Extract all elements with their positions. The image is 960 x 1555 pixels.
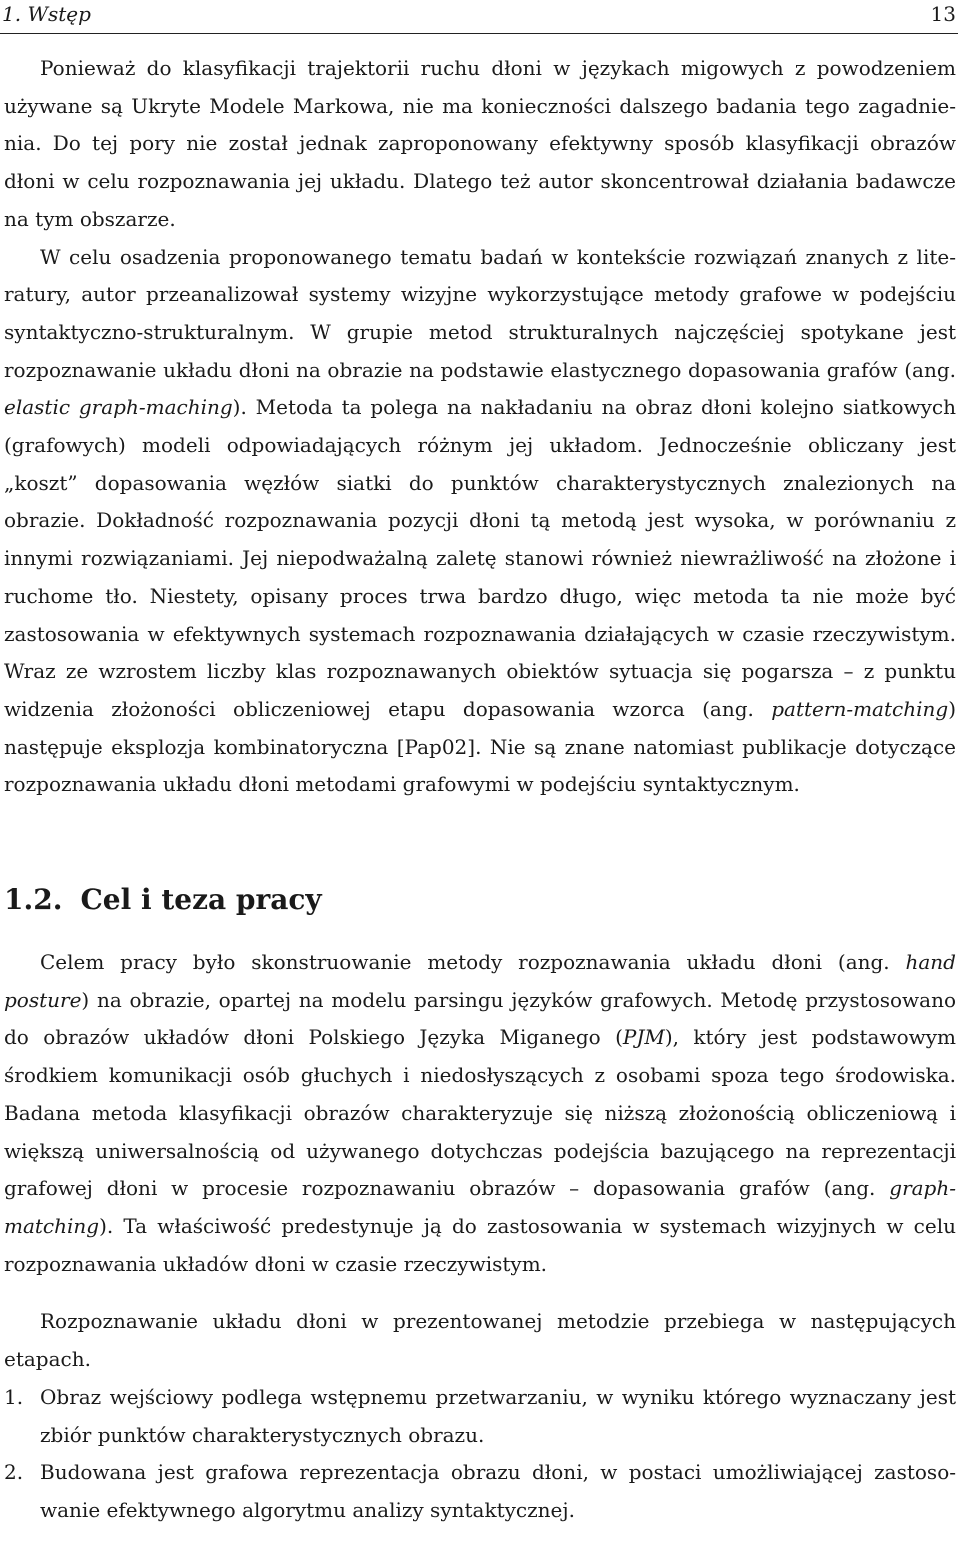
- chapter-label: [2, 2, 91, 26]
- english-term: hand posture: [4, 950, 956, 1012]
- paragraph-stages-intro: [4, 1303, 956, 1378]
- paragraph-gap: [4, 1283, 956, 1303]
- section-title: Cel i teza pracy: [80, 883, 322, 917]
- paragraph-text: Celem pracy było skonstruowanie metody rozpoznawania układu dłoni (ang.: [40, 950, 906, 975]
- list-item-text: Obraz wejściowy podlega wstępnemu przetwarzaniu, w wyniku którego wyznaczany jest zbiór punktów charakterystycznych obrazu.: [40, 1384, 956, 1447]
- paragraph-text: ) następuje eksplozja kombinatoryczna [Pap02]. Nie są znane natomiast publikacje dotyczące rozpoznawania układu dłoni metodami grafowymi w podejściu syntaktycznym.: [4, 696, 956, 797]
- list-marker: 2.: [4, 1460, 24, 1485]
- list-item-text: Budowana jest grafowa reprezentacja obrazu dłoni, w postaci umożliwiającej zastosowanie efektywnego algorytmu analizy syntaktycznej.: [40, 1460, 956, 1522]
- section-number: 1.2.: [4, 883, 63, 917]
- paragraph-text: Rozpoznawanie układu dłoni w prezentowanej metodzie przebiega w następujących etapach.: [4, 1309, 956, 1372]
- list-marker: 1.: [4, 1384, 24, 1409]
- stages-list: [4, 1379, 956, 1530]
- paragraph-hmm-motivation: [4, 50, 956, 239]
- english-term: pattern-matching: [771, 696, 949, 721]
- page-number: 13: [930, 2, 956, 26]
- english-term: graph-matching: [4, 1176, 956, 1238]
- list-item: [4, 1454, 956, 1529]
- list-item: [4, 1379, 956, 1454]
- running-header: [0, 0, 958, 34]
- section-heading: [4, 880, 956, 920]
- paragraph-text: ) na obrazie, opartej na modelu parsingu języków grafowych. Metodę przystosowano do obrazów układów dłoni Polskiego Języka Miganego (: [4, 987, 956, 1050]
- chapter-title: Wstęp: [27, 2, 91, 26]
- abbreviation: PJM: [622, 1025, 665, 1050]
- paragraph-text: ). Metoda ta polega na nakładaniu na obraz dłoni kolejno siatkowych (grafowych) modeli odpowiadających różnym jej układom. Jednocześnie obliczany jest „koszt” dopasowania węzłów siatki do punktów charakterystycznych znalezionych na obrazie. Dokładność rozpoznawania pozycji dłoni tą metodą jest wysoka, w porównaniu z innymi rozwiązaniami. Jej niepodważalną zaletę stanowi również niewrażliwość na złożone i ruchome tło. Niestety, opisany proces trwa bardzo długo, więc metoda ta nie może być zastosowania w efektywnych systemach rozpoznawania działających w czasie rzeczywistym. Wraz ze wzrostem liczby klas rozpoznawanych obiektów sytuacja się pogarsza – z punktu widzenia złożoności obliczeniowej etapu dopasowania wzorca (ang.: [4, 395, 956, 721]
- paragraph-text: Ponieważ do klasyfikacji trajektorii ruchu dłoni w językach migowych z powodzeniem używane są Ukryte Modele Markowa, nie ma konieczności dalszego badania tego zagadnienia. Do tej pory nie został jednak zaproponowany efektywny sposób klasyfikacji obrazów dłoni w celu rozpoznawania jej układu. Dlatego też autor skoncentrował działania badawcze na tym obszarze.: [4, 56, 956, 231]
- paragraph-thesis-goal: [4, 944, 956, 1283]
- paragraph-text: ), który jest podstawowym środkiem komunikacji osób głuchych i niedosłyszących z osobami spoza tego środowiska. Badana metoda klasyfikacji obrazów charakteryzuje się niższą złożonością obliczeniową i większą uniwersalnością od używanego dotychczas podejścia bazującego na reprezentacji grafowej dłoni w procesie rozpoznawaniu obrazów – dopasowania grafów (ang.: [4, 1025, 956, 1201]
- english-term: elastic graph-maching: [4, 395, 233, 420]
- paragraph-text: W celu osadzenia proponowanego tematu badań w kontekście rozwiązań znanych z literatury, autor przeanalizował systemy wizyjne wykorzystujące metody grafowe w podejściu syntaktyczno-strukturalnym. W grupie metod strukturalnych najczęściej spotykane jest rozpoznawanie układu dłoni na obrazie na podstawie elastycznego dopasowania grafów (ang.: [4, 244, 956, 382]
- paragraph-text: ). Ta właściwość predestynuje ją do zastosowania w systemach wizyjnych w celu rozpoznawania układów dłoni w czasie rzeczywistym.: [4, 1213, 956, 1276]
- chapter-number: 1.: [2, 2, 22, 26]
- body-text: [4, 50, 956, 1530]
- paragraph-graph-methods-review: [4, 239, 956, 805]
